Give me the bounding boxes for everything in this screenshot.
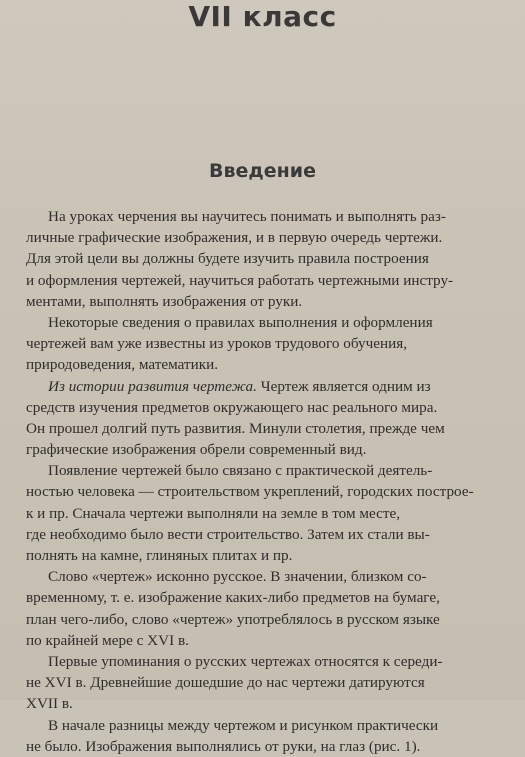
text-line: Он прошел долгий путь развития. Минули столетия, прежде чем — [26, 419, 445, 437]
text-line: Появление чертежей было связано с практической деятель- — [48, 462, 433, 480]
text-line: Первые упоминания о русских чертежах относятся к середи- — [48, 652, 443, 670]
text-line: Слово «чертеж» исконно русское. В значении, близком со- — [48, 568, 427, 586]
text-line: графические изображения обрели современный вид. — [26, 441, 367, 459]
text-line: не было. Изображения выполнялись от руки, на глаз (рис. 1). — [26, 737, 421, 755]
text-line: по крайней мере с XVI в. — [26, 631, 189, 649]
text-line: природоведения, математики. — [26, 356, 219, 374]
text-line: XVII в. — [26, 695, 73, 713]
text-line: средств изучения предметов окружающего нас реального мира. — [26, 398, 438, 416]
text-line — [26, 376, 504, 397]
text-line: На уроках черчения вы научитесь понимать и выполнять раз- — [48, 208, 446, 225]
text-line: и оформления чертежей, научиться работать чертежными инстру- — [26, 271, 454, 289]
class-heading: VII класс — [188, 0, 337, 33]
italic-subheading: Из истории развития чертежа. — [48, 377, 257, 395]
text-fragment: Чертеж является одним из — [256, 377, 431, 395]
text-line: личные графические изображения, и в первую очередь чертежи. — [26, 229, 443, 247]
text-line: Для этой цели вы должны будете изучить правила построения — [26, 250, 429, 268]
text-line: временному, т. е. изображение каких-либо предметов на бумаге, — [26, 589, 440, 607]
text-line: Некоторые сведения о правилах выполнения и оформления — [48, 313, 433, 331]
text-line: к и пр. Сначала чертежи выполняли на земле в том месте, — [26, 504, 400, 522]
text-line: план чего-либо, слово «чертеж» употреблялось в русском языке — [26, 610, 440, 628]
text-line: полнять на камне, глиняных плитах и пр. — [26, 547, 293, 564]
body-text — [26, 206, 504, 757]
text-line: где необходимо было вести строительство. Затем их стали вы- — [26, 525, 430, 543]
text-line: ностью человека — строительством укреплений, городских построе- — [26, 483, 474, 501]
text-line: не XVI в. Древнейшие дошедшие до нас чертежи датируются — [26, 674, 425, 692]
text-line: чертежей вам уже известны из уроков трудового обучения, — [26, 335, 407, 353]
section-title: Введение — [209, 160, 316, 182]
text-line: ментами, выполнять изображения от руки. — [26, 292, 303, 310]
text-line: В начале разницы между чертежом и рисунком практически — [48, 716, 439, 734]
